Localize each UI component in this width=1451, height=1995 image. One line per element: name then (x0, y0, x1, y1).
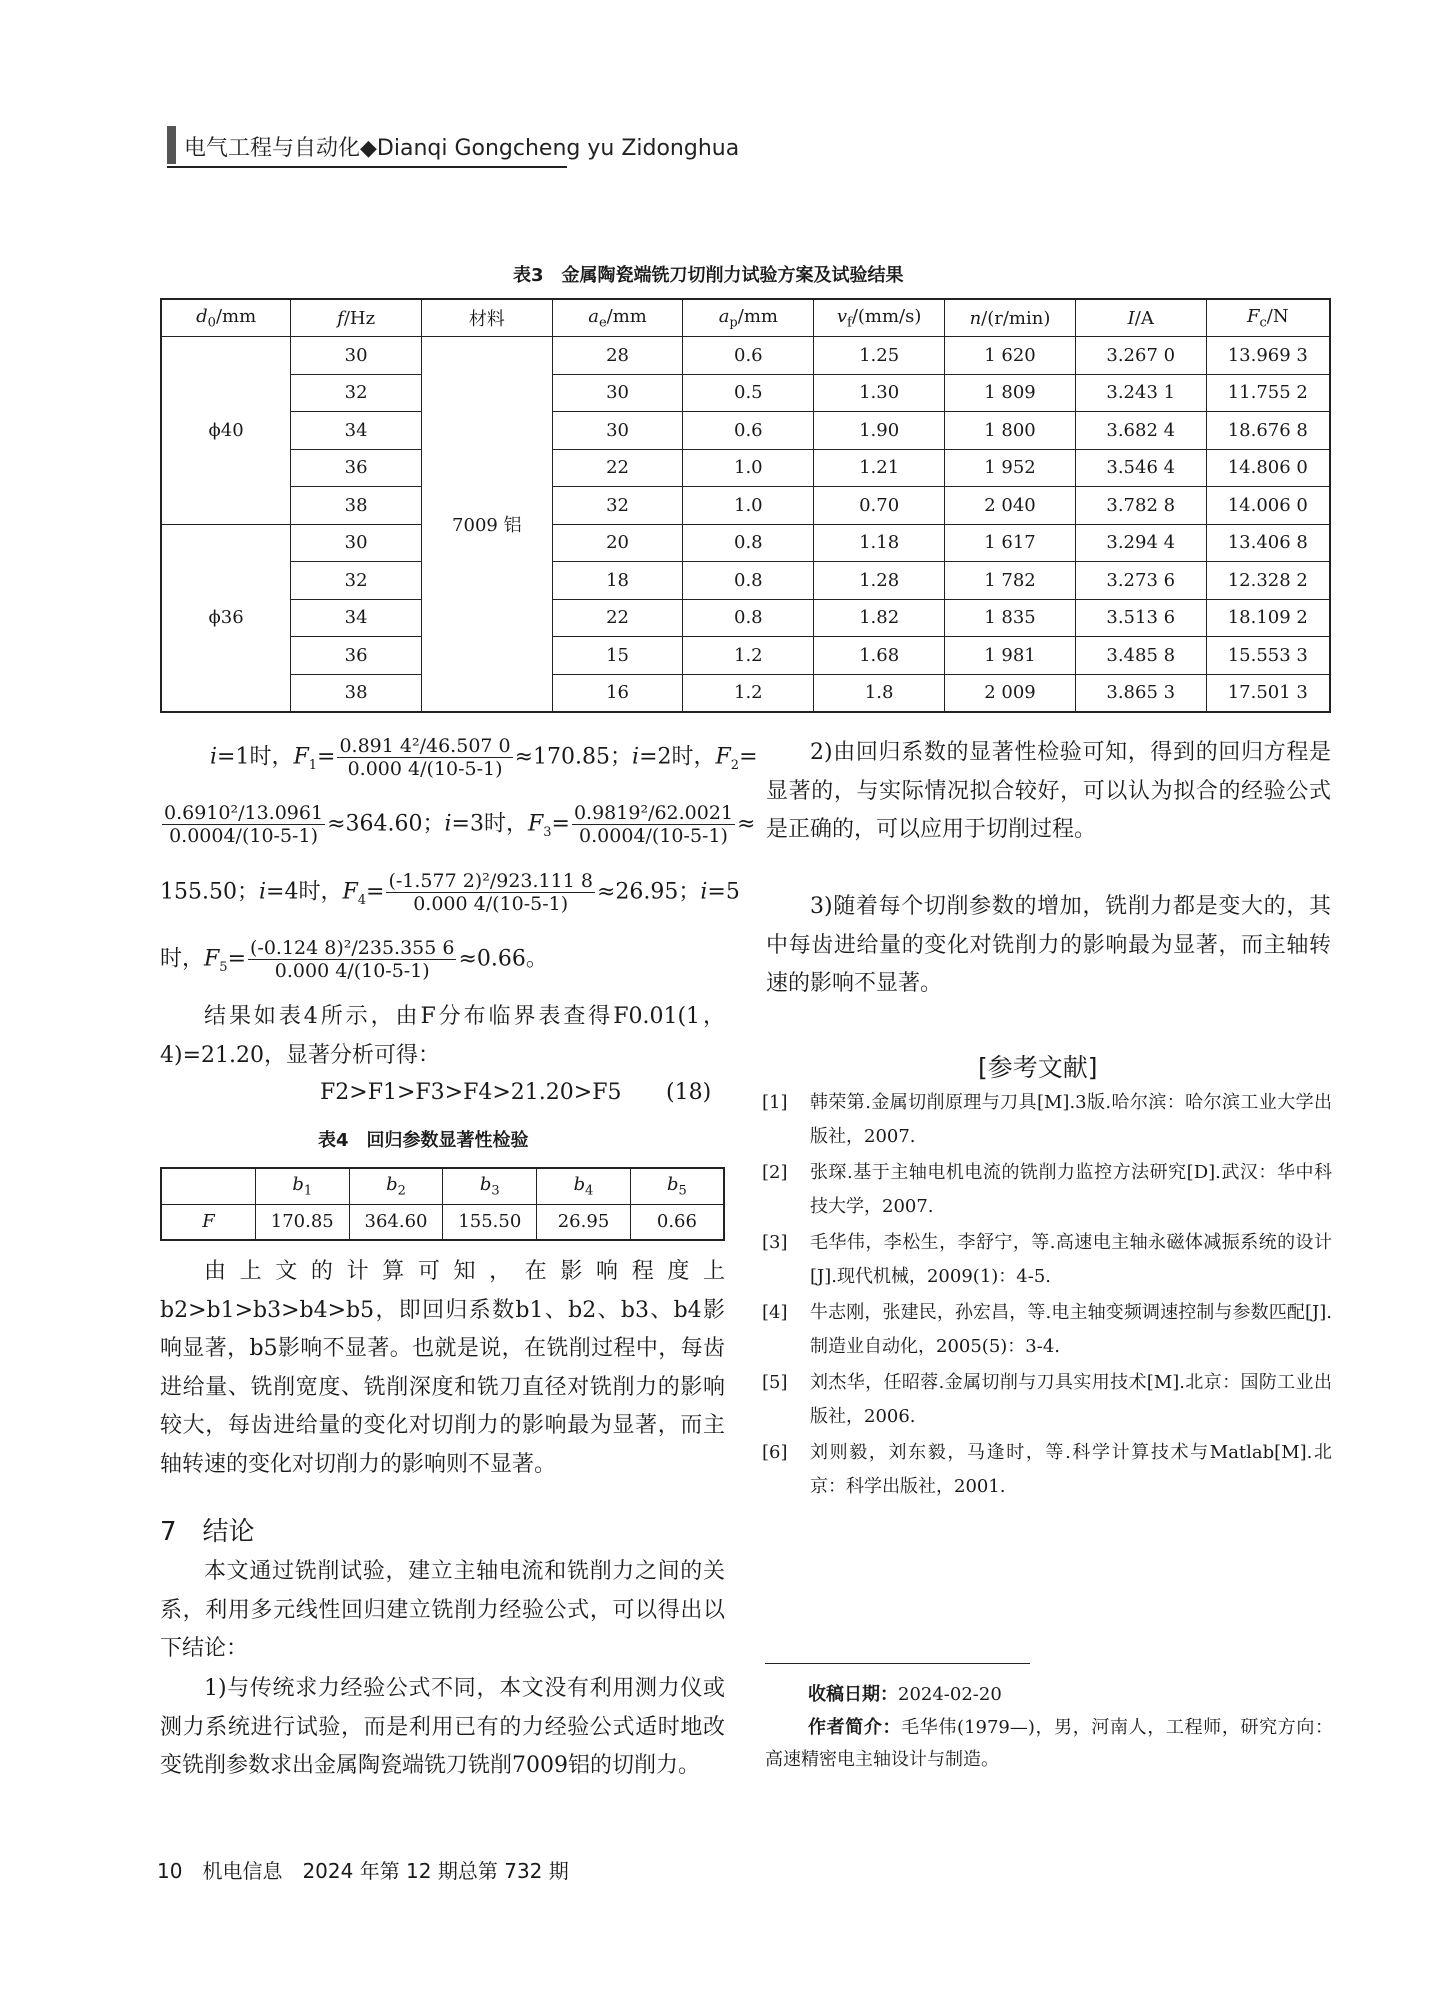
th-empty (161, 1168, 255, 1204)
cell: 32 (552, 487, 683, 525)
header-bar (167, 126, 176, 164)
references-heading: [参考文献] (978, 1053, 1098, 1082)
cell: 28 (552, 337, 683, 375)
th-ap: $a_p/mm$ (683, 299, 814, 337)
cell: 11.755 2 (1206, 374, 1330, 412)
cell: 3.513 6 (1075, 599, 1206, 637)
cell: 3.865 3 (1075, 674, 1206, 712)
cell: 155.50 (443, 1204, 537, 1240)
author-bio: 作者简介：毛华伟(1979—)，男，河南人，工程师，研究方向：高速精密电主轴设计与制造。 (765, 1717, 1333, 1770)
th-b4: $b_4$ (537, 1168, 631, 1204)
cell: 1.25 (814, 337, 945, 375)
cell: 18.676 8 (1206, 412, 1330, 450)
result-paragraph: 结果如表4所示，由F分布临界表查得F0.01(1，4)=21.20，显著分析可得： (160, 1004, 725, 1068)
cell: 0.5 (683, 374, 814, 412)
conclusion-1: 1)与传统求力经验公式不同，本文没有利用测力仪或测力系统进行试验，而是利用已有的力经验公式适时地改变铣削参数求出金属陶瓷端铣刀铣削7009铝的切削力。 (160, 1676, 725, 1778)
cell: 13.406 8 (1206, 524, 1330, 562)
table3-caption: 表3 金属陶瓷端铣刀切削力试验方案及试验结果 (513, 265, 904, 286)
cell: 1.28 (814, 562, 945, 600)
conclusion-3: 3)随着每个切削参数的增加，铣削力都是变大的，其中每齿进给量的变化对铣削力的影响最为显著，而主轴转速的影响不显著。 (766, 894, 1331, 996)
cell: 0.6 (683, 412, 814, 450)
reference-item: [5] 刘杰华，任昭蓉.金属切削与刀具实用技术[M].北京：国防工业出版社，2006. (762, 1372, 1332, 1427)
th-ae: $a_e/mm$ (552, 299, 683, 337)
cell: 3.782 8 (1075, 487, 1206, 525)
cell: 1.0 (683, 449, 814, 487)
cell: 0.70 (814, 487, 945, 525)
cell: 1 782 (945, 562, 1076, 600)
reference-item: [3] 毛华伟，李松生，李舒宁，等.高速电主轴永磁体减振系统的设计[J].现代机械，2009(1)：4-5. (762, 1232, 1332, 1287)
cell: 0.8 (683, 524, 814, 562)
th-i: I/A (1075, 299, 1206, 337)
conclusion-intro: 本文通过铣削试验，建立主轴电流和铣削力之间的关系，利用多元线性回归建立铣削力经验公式，可以得出以下结论： (160, 1559, 725, 1661)
inequality-18: F2>F1>F3>F4>21.20>F5 (320, 1080, 622, 1105)
cell: 0.6 (683, 337, 814, 375)
cell: 18 (552, 562, 683, 600)
cell: 36 (291, 449, 422, 487)
th-n: n/(r/min) (945, 299, 1076, 337)
cell: 3.243 1 (1075, 374, 1206, 412)
table-row (161, 562, 1330, 600)
th-b1: $b_1$ (255, 1168, 349, 1204)
cell: 30 (291, 337, 422, 375)
table-row (161, 599, 1330, 637)
cell: 34 (291, 412, 422, 450)
cell: 364.60 (349, 1204, 443, 1240)
table4-header-row (161, 1168, 724, 1204)
table-row (161, 524, 1330, 562)
cell: 15 (552, 637, 683, 675)
cell: 1.8 (814, 674, 945, 712)
cell: 14.806 0 (1206, 449, 1330, 487)
table-row (161, 487, 1330, 525)
cell: 1.18 (814, 524, 945, 562)
cell: 22 (552, 599, 683, 637)
header-rule (167, 166, 567, 168)
cell: 1 809 (945, 374, 1076, 412)
eq-number-18: (18) (666, 1080, 712, 1105)
cell: 3.294 4 (1075, 524, 1206, 562)
analysis-paragraph: 由上文的计算可知，在影响程度上b2>b1>b3>b4>b5，即回归系数b1、b2、b3、b4影响显著，b5影响不显著。也就是说，在铣削过程中，每齿进给量、铣削宽度、铣削深度和铣刀直径对铣削力的影响较大，每齿进给量的变化对切削力的影响最为显著，而主轴转速的变化对切削力的影响则不显著。 (160, 1259, 725, 1477)
cell: 0.8 (683, 562, 814, 600)
cell: 14.006 0 (1206, 487, 1330, 525)
material-cell: 7009 铝 (421, 337, 552, 712)
reference-item: [6] 刘则毅，刘东毅，马逢时，等.科学计算技术与Matlab[M].北京：科学出版社，2001. (762, 1442, 1332, 1497)
frac-f2: $\frac{\text{0.6910²/13.0961}}{0.0004/(10-5-1)}$ (164, 802, 324, 847)
cell: 16 (552, 674, 683, 712)
cell: 1 620 (945, 337, 1076, 375)
cell: 17.501 3 (1206, 674, 1330, 712)
cell: 1.90 (814, 412, 945, 450)
cell: 3.273 6 (1075, 562, 1206, 600)
eq-line-2: $\frac{\text{0.6910²/13.0961}}{0.0004/(10-5-1)}$ ≈364.60；i=3时，$F_3=$ $\frac{\text{0.9819²/62.0021}}{0.0004/(10-5-1)}$ ≈ (164, 802, 756, 847)
row-label-F: F (161, 1204, 255, 1240)
d0-group-1: ϕ40 (161, 337, 291, 525)
cell: 18.109 2 (1206, 599, 1330, 637)
cell: 30 (291, 524, 422, 562)
section-7-heading: 7 结论 (160, 1517, 255, 1547)
th-b2: $b_2$ (349, 1168, 443, 1204)
footnote-rule (765, 1663, 1030, 1664)
th-f: f/Hz (291, 299, 422, 337)
table-row (161, 449, 1330, 487)
th-d0: $d_0/mm$ (161, 299, 291, 337)
cell: 32 (291, 562, 422, 600)
d0-group-2: ϕ36 (161, 524, 291, 712)
table4-caption: 表4 回归参数显著性检验 (318, 1130, 529, 1151)
cell: 2 009 (945, 674, 1076, 712)
cell: 20 (552, 524, 683, 562)
eq-line-3: 155.50；i=4时，$F_4=$ $\frac{\text{(-1.577 2)²/923.111 8}}{0.000 4/(10-5-1)}$ ≈26.95；i=5 (160, 870, 740, 915)
cell: 1 617 (945, 524, 1076, 562)
frac-f5: $\frac{\text{(-0.124 8)²/235.355 6}}{0.000 4/(10-5-1)}$ (250, 937, 455, 982)
th-material: 材料 (421, 299, 552, 337)
cell: 34 (291, 599, 422, 637)
received-date: 收稿日期：2024-02-20 (808, 1684, 1002, 1705)
cell: 0.66 (630, 1204, 724, 1240)
table3-header-row (161, 299, 1330, 337)
cell: 2 040 (945, 487, 1076, 525)
th-fc: $F_c/N$ (1206, 299, 1330, 337)
eq-line-4: 时，$F_5=$ $\frac{\text{(-0.124 8)²/235.355 6}}{0.000 4/(10-5-1)}$ ≈0.66。 (160, 937, 548, 982)
cell: 3.682 4 (1075, 412, 1206, 450)
cell: 1.30 (814, 374, 945, 412)
cell: 1 835 (945, 599, 1076, 637)
table3 (160, 298, 1331, 713)
table-row (161, 412, 1330, 450)
cell: 1.21 (814, 449, 945, 487)
reference-item: [1] 韩荣第.金属切削原理与刀具[M].3版.哈尔滨：哈尔滨工业大学出版社，2007. (762, 1092, 1332, 1147)
cell: 1 800 (945, 412, 1076, 450)
th-b3: $b_3$ (443, 1168, 537, 1204)
cell: 26.95 (537, 1204, 631, 1240)
frac-f4: $\frac{\text{(-1.577 2)²/923.111 8}}{0.000 4/(10-5-1)}$ (388, 870, 593, 915)
th-vf: $v_f/(mm/s)$ (814, 299, 945, 337)
cell: 36 (291, 637, 422, 675)
cell: 0.8 (683, 599, 814, 637)
table-row (161, 637, 1330, 675)
conclusion-2: 2)由回归系数的显著性检验可知，得到的回归方程是显著的，与实际情况拟合较好，可以认为拟合的经验公式是正确的，可以应用于切削过程。 (766, 740, 1331, 842)
cell: 15.553 3 (1206, 637, 1330, 675)
eq-line-1: i=1时，$F_1=$ $\frac{\text{0.891 4²/46.507 0}}{0.000 4/(10-5-1)}$ ≈170.85；i=2时，$F_2=$ (210, 735, 758, 780)
cell: 1.68 (814, 637, 945, 675)
th-b5: $b_5$ (630, 1168, 724, 1204)
table-row (161, 374, 1330, 412)
table-row (161, 1204, 724, 1240)
frac-f1: $\frac{\text{0.891 4²/46.507 0}}{0.000 4/(10-5-1)}$ (339, 735, 511, 780)
cell: 32 (291, 374, 422, 412)
cell: 30 (552, 412, 683, 450)
journal-header: 电气工程与自动化◆Dianqi Gongcheng yu Zidonghua (184, 136, 740, 161)
reference-item: [2] 张琛.基于主轴电机电流的铣削力监控方法研究[D].武汉：华中科技大学，2007. (762, 1162, 1332, 1217)
frac-f3: $\frac{\text{0.9819²/62.0021}}{0.0004/(10-5-1)}$ (573, 802, 734, 847)
cell: 170.85 (255, 1204, 349, 1240)
cell: 12.328 2 (1206, 562, 1330, 600)
cell: 38 (291, 487, 422, 525)
page-footer: 10 机电信息 2024 年第 12 期总第 732 期 (157, 1859, 569, 1883)
cell: 1 981 (945, 637, 1076, 675)
cell: 1.2 (683, 637, 814, 675)
table-row (161, 674, 1330, 712)
cell: 30 (552, 374, 683, 412)
cell: 22 (552, 449, 683, 487)
cell: 1 952 (945, 449, 1076, 487)
cell: 1.2 (683, 674, 814, 712)
table-row (161, 337, 1330, 375)
cell: 1.82 (814, 599, 945, 637)
cell: 38 (291, 674, 422, 712)
cell: 13.969 3 (1206, 337, 1330, 375)
reference-item: [4] 牛志刚，张建民，孙宏昌，等.电主轴变频调速控制与参数匹配[J].制造业自动化，2005(5)：3-4. (762, 1302, 1332, 1357)
cell: 3.546 4 (1075, 449, 1206, 487)
cell: 1.0 (683, 487, 814, 525)
table4 (160, 1167, 725, 1241)
cell: 3.485 8 (1075, 637, 1206, 675)
cell: 3.267 0 (1075, 337, 1206, 375)
